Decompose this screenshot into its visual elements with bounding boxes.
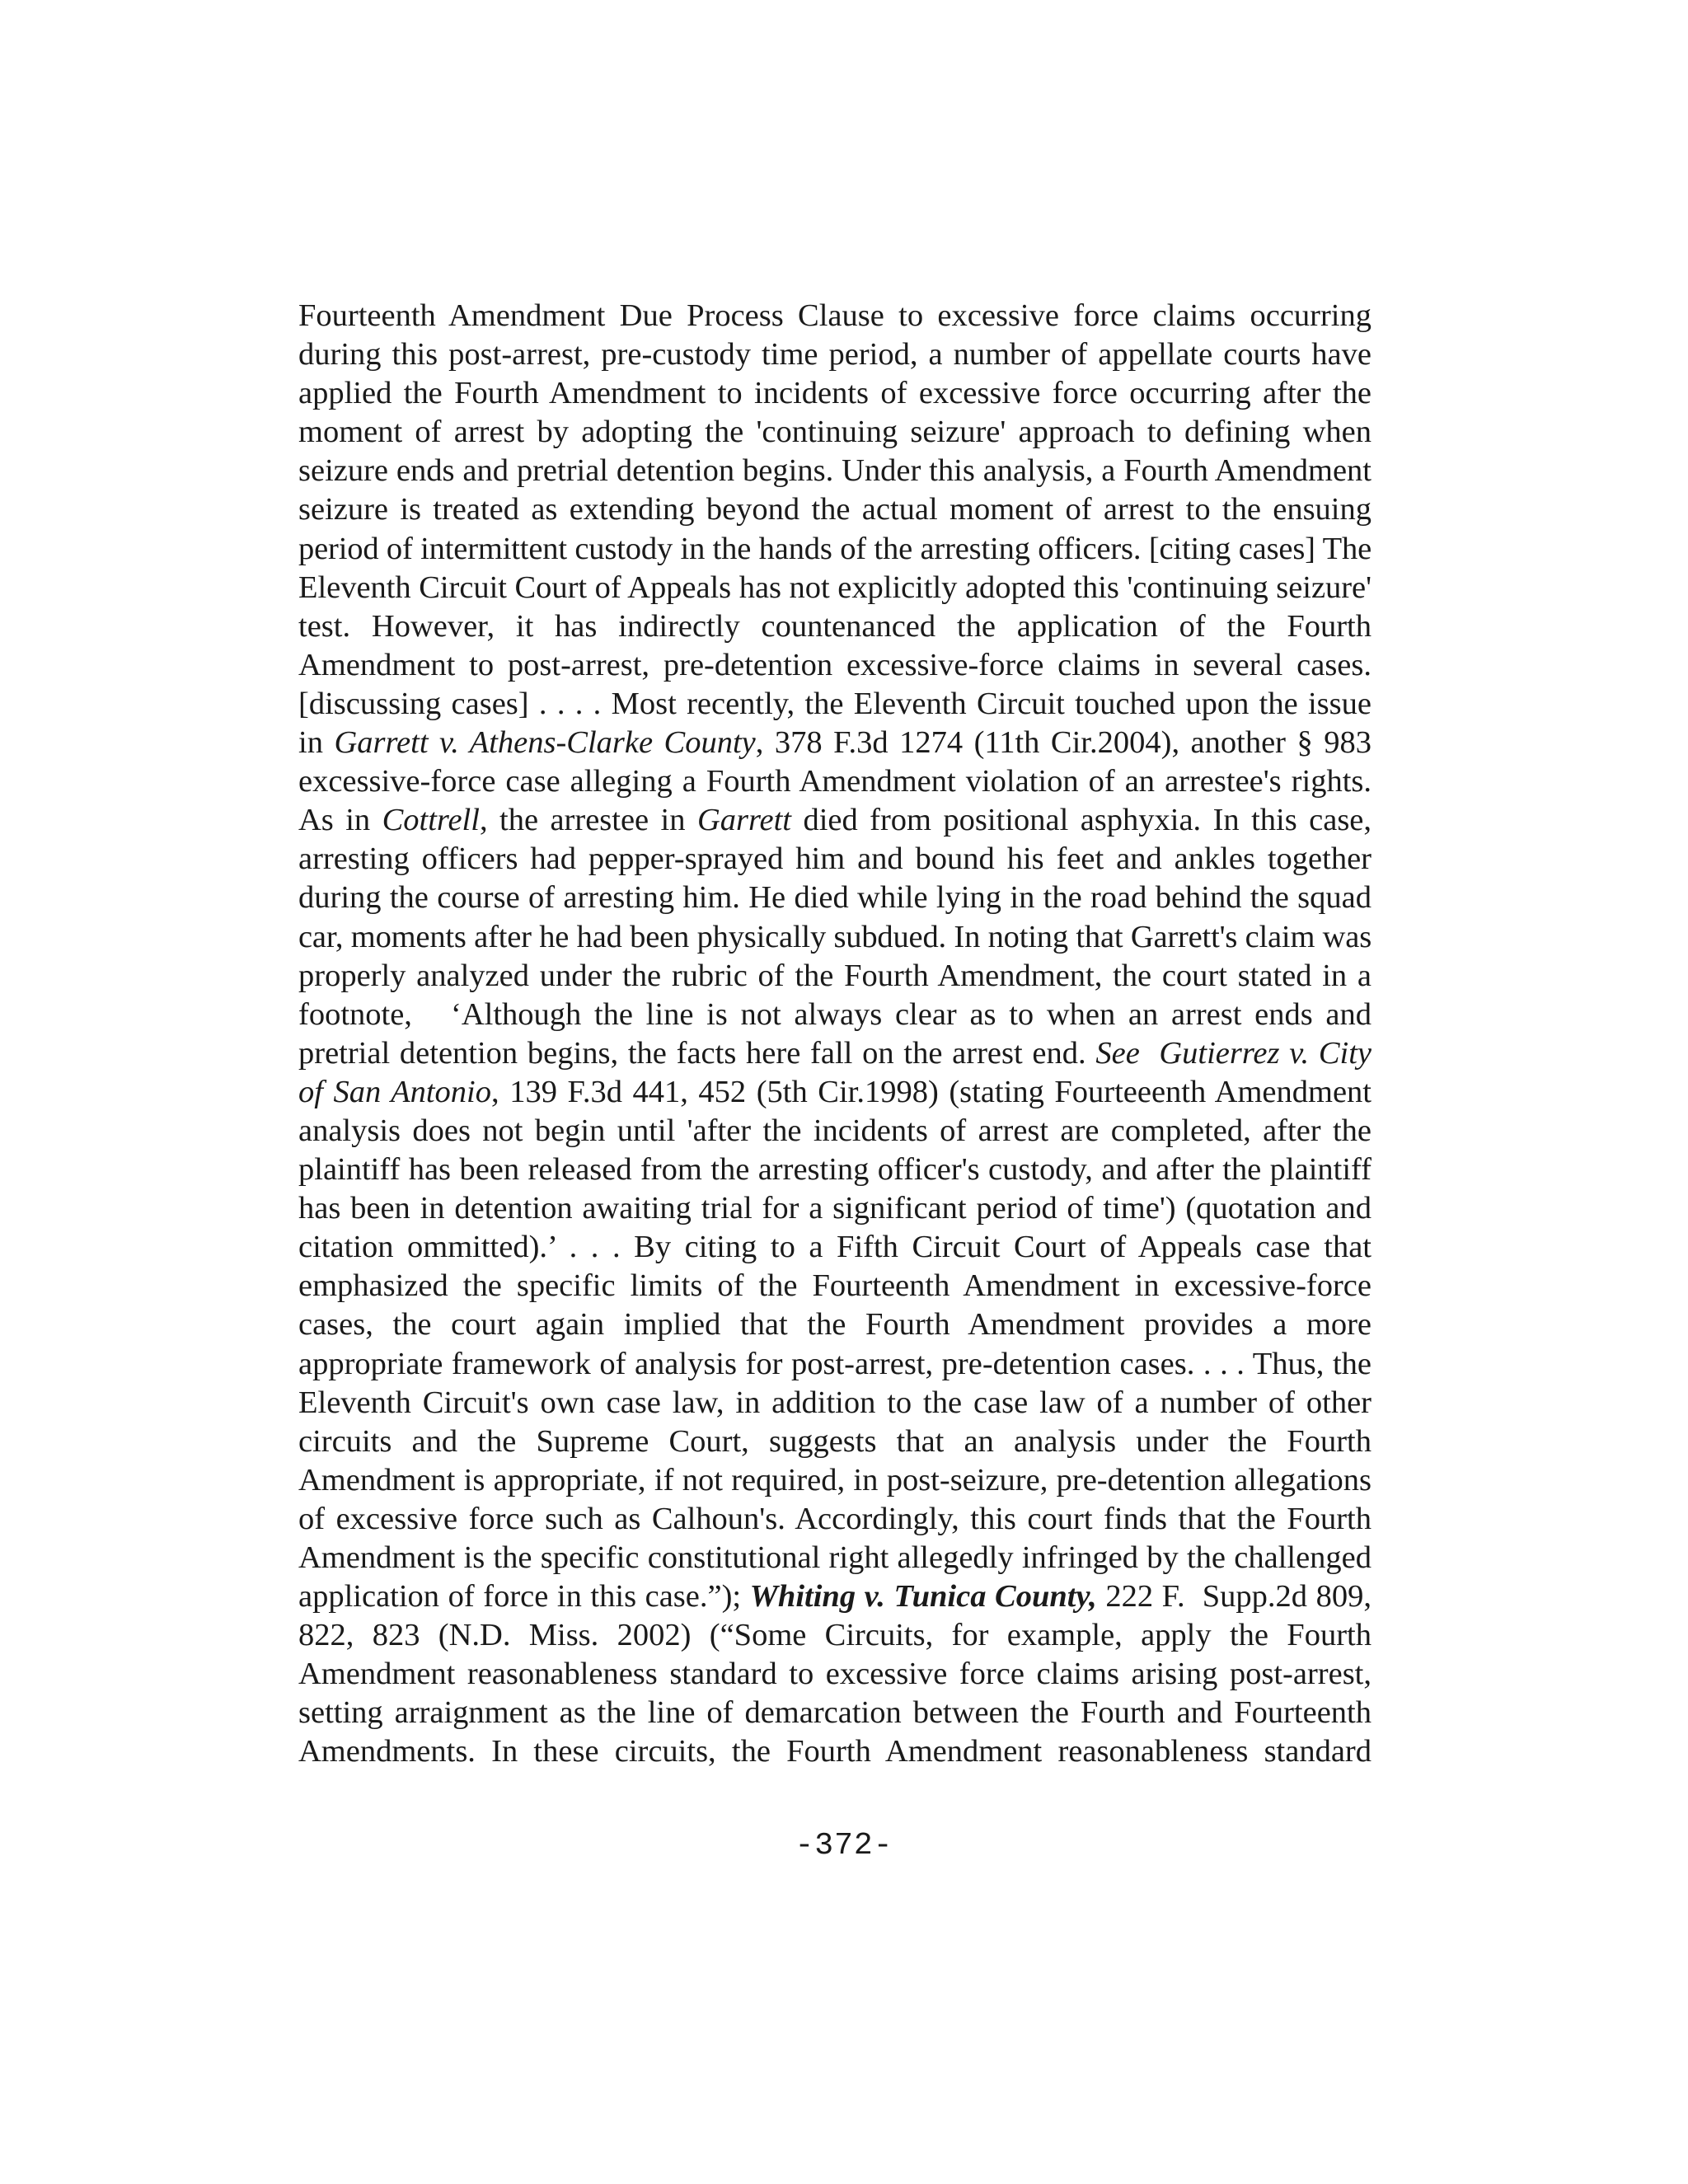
text-line xyxy=(298,1577,1372,1616)
text-segment: moment of arrest by adopting the 'continuing seizure' approach to defining when xyxy=(298,415,1372,450)
text-segment: of excessive force such as Calhoun's. Accordingly, this court finds that the Fourth xyxy=(298,1501,1372,1536)
text-line xyxy=(298,957,1372,996)
case-citation-italic: Garrett xyxy=(696,803,792,838)
text-line xyxy=(298,530,1372,569)
text-segment: setting arraignment as the line of demarcation between the Fourth and Fourteenth xyxy=(298,1695,1372,1731)
text-segment: , 378 F.3d 1274 (11th Cir.2004), another § 983 xyxy=(755,725,1372,761)
text-line xyxy=(298,801,1372,840)
text-segment: analysis does not begin until 'after the incidents of arrest are completed, after the xyxy=(298,1113,1372,1148)
text-line xyxy=(298,413,1372,452)
case-citation-italic: Garrett v. Athens-Clarke County xyxy=(334,725,756,761)
text-line xyxy=(298,1616,1372,1655)
text-line xyxy=(298,1384,1372,1422)
text-line xyxy=(298,1539,1372,1577)
text-segment: , the arrestee in xyxy=(479,803,697,838)
case-citation-bold: Whiting v. Tunica County, xyxy=(749,1579,1097,1615)
text-segment: excessive-force case alleging a Fourth Amendment violation of an arrestee's rights. xyxy=(298,764,1372,799)
text-segment: Amendment is the specific constitutional right allegedly infringed by the challenged xyxy=(298,1540,1372,1575)
text-line xyxy=(298,1112,1372,1151)
text-line xyxy=(298,996,1372,1034)
text-segment: seizure ends and pretrial detention begins. Under this analysis, a Fourth Amendment xyxy=(298,453,1372,489)
text-line xyxy=(298,918,1372,957)
text-segment: plaintiff has been released from the arresting officer's custody, and after the plaintiff xyxy=(298,1152,1372,1188)
text-segment: in xyxy=(298,725,335,761)
text-segment: footnote, ‘Although the line is not always clear as to when an arrest ends and xyxy=(298,996,1372,1032)
text-segment: applied the Fourth Amendment to incidents of excessive force occurring after the xyxy=(298,376,1372,411)
text-segment: during the course of arresting him. He died while lying in the road behind the squad xyxy=(298,880,1372,916)
text-line xyxy=(298,646,1372,685)
text-line xyxy=(298,1422,1372,1461)
text-segment: Eleventh Circuit's own case law, in addition to the case law of a number of other xyxy=(298,1385,1372,1420)
text-segment: died from positional asphyxia. In this case, xyxy=(791,803,1372,838)
text-segment: arresting officers had pepper-sprayed him and bound his feet and ankles together xyxy=(298,841,1372,877)
text-segment: 822, 823 (N.D. Miss. 2002) (“Some Circuits, for example, apply the Fourth xyxy=(298,1618,1372,1653)
text-segment: Amendment to post-arrest, pre-detention excessive-force claims in several cases. xyxy=(298,647,1372,682)
text-line xyxy=(298,1034,1372,1073)
text-line xyxy=(298,1500,1372,1539)
text-line xyxy=(298,1151,1372,1189)
text-segment: , 139 F.3d 441, 452 (5th Cir.1998) (stating Fourteeenth Amendment xyxy=(491,1074,1372,1109)
text-line xyxy=(298,1189,1372,1228)
text-line xyxy=(298,490,1372,529)
text-line xyxy=(298,879,1372,917)
text-segment: Fourteenth Amendment Due Process Clause to excessive force claims occurring xyxy=(298,298,1372,333)
text-line xyxy=(298,840,1372,879)
text-segment: period of intermittent custody in the hands of the arresting officers. [citing cases] The xyxy=(298,531,1372,566)
text-line xyxy=(298,762,1372,801)
text-segment: cases, the court again implied that the Fourth Amendment provides a more xyxy=(298,1307,1372,1343)
case-citation-italic: See Gutierrez v. City xyxy=(1095,1035,1372,1071)
text-segment: test. However, it has indirectly countenanced the application of the Fourth xyxy=(298,608,1372,644)
text-segment: pretrial detention begins, the facts here fall on the arrest end. xyxy=(298,1035,1096,1071)
text-line xyxy=(298,569,1372,607)
text-segment: application of force in this case.”); xyxy=(298,1579,750,1615)
text-line xyxy=(298,374,1372,413)
text-segment: Amendments. In these circuits, the Fourth Amendment reasonableness standard xyxy=(298,1734,1372,1769)
text-line xyxy=(298,297,1372,335)
text-line xyxy=(298,1732,1372,1771)
case-citation-italic: of San Antonio xyxy=(298,1074,492,1109)
text-line xyxy=(298,607,1372,646)
text-segment: during this post-arrest, pre-custody time period, a number of appellate courts have xyxy=(298,337,1372,373)
text-segment: [discussing cases] . . . . Most recently, the Eleventh Circuit touched upon the issue xyxy=(298,686,1372,721)
text-line xyxy=(298,452,1372,490)
text-line xyxy=(298,1461,1372,1500)
page-number: -372- xyxy=(795,1828,893,1863)
text-segment: Amendment is appropriate, if not required, in post-seizure, pre-detention allegations xyxy=(298,1462,1372,1497)
text-segment: properly analyzed under the rubric of the Fourth Amendment, the court stated in a xyxy=(298,958,1372,993)
case-citation-italic: Cottrell xyxy=(382,803,480,838)
text-line xyxy=(298,1694,1372,1732)
text-segment: has been in detention awaiting trial for a significant period of time') (quotation and xyxy=(298,1191,1372,1226)
text-segment: circuits and the Supreme Court, suggests that an analysis under the Fourth xyxy=(298,1423,1372,1459)
text-line xyxy=(298,1655,1372,1694)
text-segment: Amendment reasonableness standard to excessive force claims arising post-arrest, xyxy=(298,1657,1372,1692)
text-segment: As in xyxy=(298,803,382,838)
text-segment: citation ommitted).’ . . . By citing to a Fifth Circuit Court of Appeals case that xyxy=(298,1230,1372,1265)
text-line xyxy=(298,1228,1372,1267)
text-line xyxy=(298,1073,1372,1112)
body-text xyxy=(298,297,1372,1772)
text-segment: seizure is treated as extending beyond the actual moment of arrest to the ensuing xyxy=(298,492,1372,527)
text-line xyxy=(298,1345,1372,1384)
text-segment: car, moments after he had been physically subdued. In noting that Garrett's claim was xyxy=(298,919,1372,954)
text-segment: 222 F. Supp.2d 809, xyxy=(1096,1579,1372,1615)
text-line xyxy=(298,1305,1372,1344)
text-line xyxy=(298,724,1372,762)
text-segment: emphasized the specific limits of the Fourteenth Amendment in excessive-force xyxy=(298,1268,1372,1304)
text-line xyxy=(298,685,1372,724)
text-segment: Eleventh Circuit Court of Appeals has not explicitly adopted this 'continuing seizure' xyxy=(298,569,1372,605)
text-line xyxy=(298,335,1372,374)
text-segment: appropriate framework of analysis for post-arrest, pre-detention cases. . . . Thus, the xyxy=(298,1346,1372,1381)
text-line xyxy=(298,1267,1372,1305)
